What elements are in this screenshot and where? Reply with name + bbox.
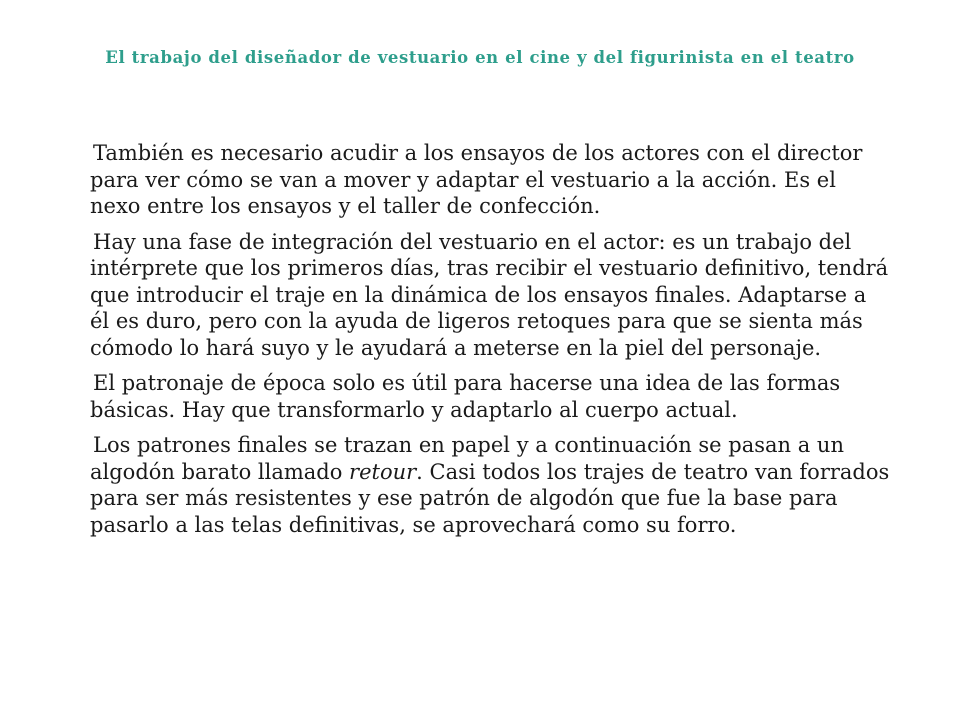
paragraph-patrones-finales bbox=[90, 432, 890, 538]
paragraph-patrones-text-start: Los patrones finales se trazan en papel y a continuación se pasan a un algodón barato llamado bbox=[90, 433, 844, 484]
slide-title: El trabajo del diseñador de vestuario en el cine y del figurinista en el teatro bbox=[105, 48, 855, 67]
paragraph-patronaje: El patronaje de época solo es útil para hacerse una idea de las formas básicas. Hay que transformarlo y adaptarlo al cuerpo actual. bbox=[90, 371, 841, 422]
slide-body bbox=[90, 140, 890, 547]
emphasis-retour: retour bbox=[349, 459, 417, 484]
paragraph-integracion: Hay una fase de integración del vestuario en el actor: es un trabajo del intérprete que los primeros días, tras recibir el vestuario definitivo, tendrá que introducir el traje en la dinámica de los ensayos finales. Adaptarse a él es duro, pero con la ayuda de ligeros retoques para que se sienta más cómodo lo hará suyo y le ayudará a meterse en la piel del personaje. bbox=[90, 229, 889, 360]
paragraph-patrones-text-end: . Casi todos los trajes de teatro van forrados para ser más resistentes y ese patrón de algodón que fue la base para pasarlo a las telas definitivas, se aprovechará como su forro. bbox=[90, 459, 890, 537]
paragraph-ensayos: También es necesario acudir a los ensayos de los actores con el director para ver cómo se van a mover y adaptar el vestuario a la acción. Es el nexo entre los ensayos y el taller de confección. bbox=[90, 141, 863, 218]
